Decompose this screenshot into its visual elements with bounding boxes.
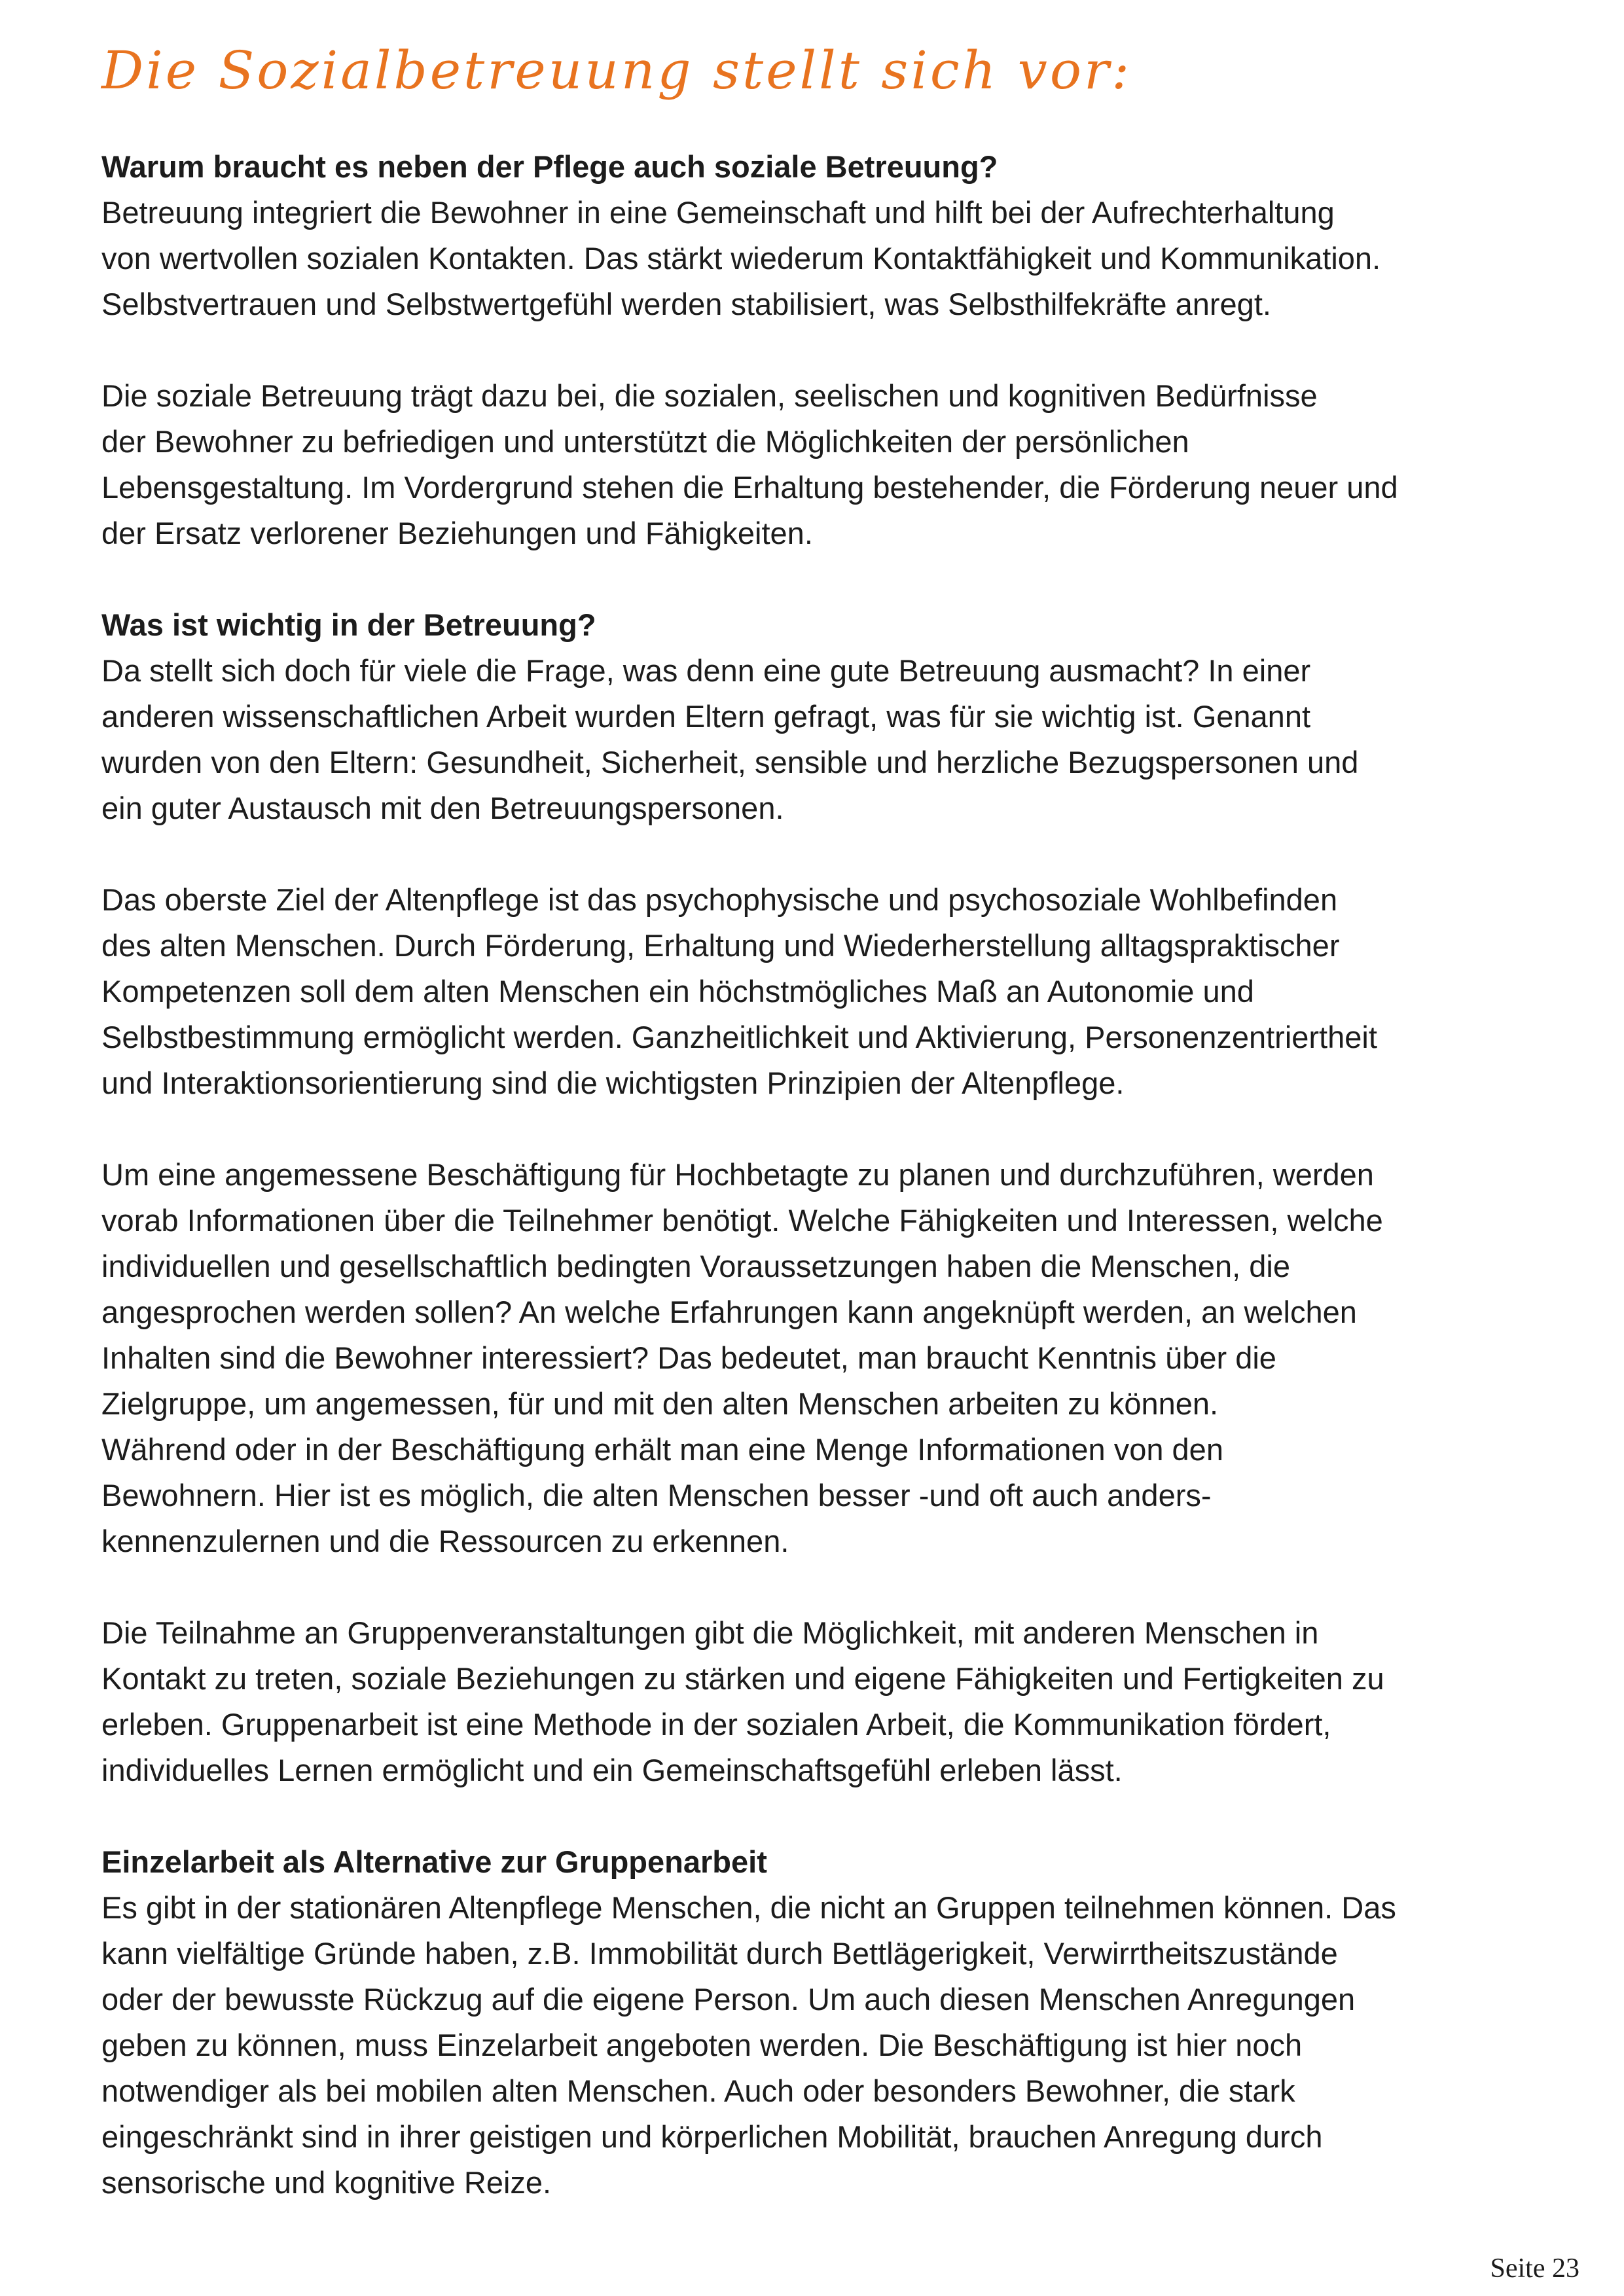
text-section xyxy=(101,1839,1587,2206)
paragraph-line: angesprochen werden sollen? An welche Erfahrungen kann angeknüpft werden, an welchen xyxy=(101,1295,1357,1329)
section-heading: Einzelarbeit als Alternative zur Gruppenarbeit xyxy=(101,1844,767,1879)
paragraph-line: des alten Menschen. Durch Förderung, Erhaltung und Wiederherstellung alltagspraktischer xyxy=(101,928,1340,963)
paragraph-line: der Bewohner zu befriedigen und unterstützt die Möglichkeiten der persönlichen xyxy=(101,424,1189,459)
paragraph-line: Selbstbestimmung ermöglicht werden. Ganzheitlichkeit und Aktivierung, Personenzentriertheit xyxy=(101,1020,1377,1054)
paragraph-line: Während oder in der Beschäftigung erhält man eine Menge Informationen von den xyxy=(101,1432,1223,1467)
paragraph-line: von wertvollen sozialen Kontakten. Das stärkt wiederum Kontaktfähigkeit und Kommunikation. xyxy=(101,241,1381,276)
section-heading: Was ist wichtig in der Betreuung? xyxy=(101,607,596,642)
page-number: Seite 23 xyxy=(1490,2253,1579,2284)
paragraph-line: notwendiger als bei mobilen alten Menschen. Auch oder besonders Bewohner, die stark xyxy=(101,2073,1295,2108)
text-section xyxy=(101,1152,1587,1564)
paragraph-line: Die soziale Betreuung trägt dazu bei, die sozialen, seelischen und kognitiven Bedürfnisse xyxy=(101,378,1318,413)
paragraph-line: oder der bewusste Rückzug auf die eigene Person. Um auch diesen Menschen Anregungen xyxy=(101,1982,1356,2017)
text-section xyxy=(101,602,1587,831)
paragraph-line: Kontakt zu treten, soziale Beziehungen zu stärken und eigene Fähigkeiten und Fertigkeiten zu xyxy=(101,1661,1384,1696)
paragraph-line: individuelles Lernen ermöglicht und ein Gemeinschaftsgefühl erleben lässt. xyxy=(101,1753,1123,1787)
paragraph-line: Die Teilnahme an Gruppenveranstaltungen gibt die Möglichkeit, mit anderen Menschen in xyxy=(101,1615,1319,1650)
paragraph-line: kennenzulernen und die Ressourcen zu erkennen. xyxy=(101,1524,789,1558)
paragraph-line: Lebensgestaltung. Im Vordergrund stehen die Erhaltung bestehender, die Förderung neuer und xyxy=(101,470,1398,505)
paragraph-line: Da stellt sich doch für viele die Frage, was denn eine gute Betreuung ausmacht? In einer xyxy=(101,653,1311,688)
paragraph-line: Bewohnern. Hier ist es möglich, die alten Menschen besser -und oft auch anders- xyxy=(101,1478,1212,1513)
paragraph-line: ein guter Austausch mit den Betreuungspersonen. xyxy=(101,791,784,825)
text-section xyxy=(101,144,1587,327)
document-body xyxy=(101,144,1587,2206)
section-heading: Warum braucht es neben der Pflege auch soziale Betreuung? xyxy=(101,149,998,184)
text-section xyxy=(101,877,1587,1106)
paragraph-line: und Interaktionsorientierung sind die wichtigsten Prinzipien der Altenpflege. xyxy=(101,1066,1125,1100)
paragraph-line: individuellen und gesellschaftlich bedingten Voraussetzungen haben die Menschen, die xyxy=(101,1249,1291,1283)
paragraph-line: geben zu können, muss Einzelarbeit angeboten werden. Die Beschäftigung ist hier noch xyxy=(101,2028,1303,2062)
paragraph-line: anderen wissenschaftlichen Arbeit wurden Eltern gefragt, was für sie wichtig ist. Genannt xyxy=(101,699,1311,734)
paragraph-line: vorab Informationen über die Teilnehmer benötigt. Welche Fähigkeiten und Interessen, welche xyxy=(101,1203,1383,1238)
paragraph-line: Zielgruppe, um angemessen, für und mit den alten Menschen arbeiten zu können. xyxy=(101,1386,1219,1421)
paragraph-line: Selbstvertrauen und Selbstwertgefühl werden stabilisiert, was Selbsthilfekräfte anregt. xyxy=(101,287,1271,321)
paragraph-line: wurden von den Eltern: Gesundheit, Sicherheit, sensible und herzliche Bezugspersonen und xyxy=(101,745,1359,780)
paragraph-line: Betreuung integriert die Bewohner in eine Gemeinschaft und hilft bei der Aufrechterhaltung xyxy=(101,195,1335,230)
paragraph-line: der Ersatz verlorener Beziehungen und Fähigkeiten. xyxy=(101,516,813,550)
paragraph-line: sensorische und kognitive Reize. xyxy=(101,2165,552,2200)
paragraph-line: kann vielfältige Gründe haben, z.B. Immobilität durch Bettlägerigkeit, Verwirrtheitszustände xyxy=(101,1936,1338,1971)
paragraph-line: Inhalten sind die Bewohner interessiert? Das bedeutet, man braucht Kenntnis über die xyxy=(101,1340,1276,1375)
paragraph-line: Das oberste Ziel der Altenpflege ist das psychophysische und psychosoziale Wohlbefinden xyxy=(101,882,1338,917)
paragraph-line: eingeschränkt sind in ihrer geistigen und körperlichen Mobilität, brauchen Anregung durch xyxy=(101,2119,1323,2154)
paragraph-line: Kompetenzen soll dem alten Menschen ein höchstmögliches Maß an Autonomie und xyxy=(101,974,1254,1009)
text-section xyxy=(101,1610,1587,1793)
paragraph-line: erleben. Gruppenarbeit ist eine Methode in der sozialen Arbeit, die Kommunikation fördert, xyxy=(101,1707,1331,1742)
page-title: Die Sozialbetreuung stellt sich vor: xyxy=(101,40,1132,101)
paragraph-line: Es gibt in der stationären Altenpflege Menschen, die nicht an Gruppen teilnehmen können. Das xyxy=(101,1890,1396,1925)
text-section xyxy=(101,373,1587,556)
paragraph-line: Um eine angemessene Beschäftigung für Hochbetagte zu planen und durchzuführen, werden xyxy=(101,1157,1374,1192)
